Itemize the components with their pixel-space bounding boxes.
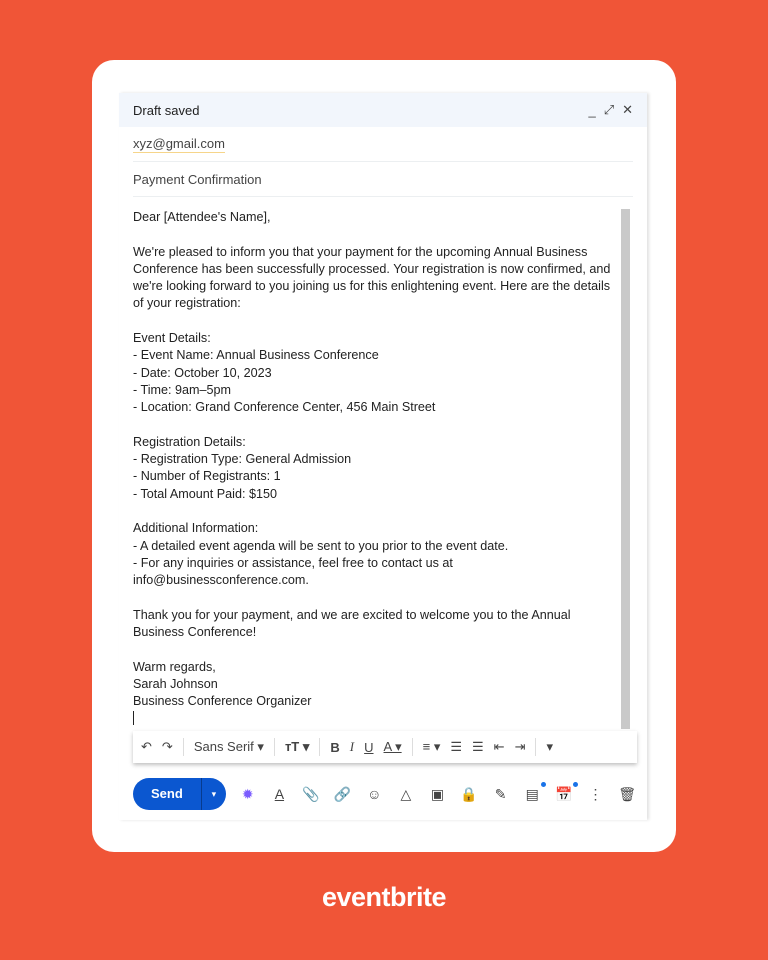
numbered-list-icon[interactable]: ☰	[450, 739, 463, 754]
expand-icon[interactable]: ⤢	[603, 102, 615, 117]
formatting-options-icon[interactable]: A	[274, 786, 285, 802]
send-button-group	[133, 778, 226, 810]
minimize-icon[interactable]: _	[588, 102, 596, 118]
indent-icon[interactable]: ⇥	[514, 739, 526, 754]
bold-icon[interactable]: B	[330, 739, 340, 755]
underline-icon[interactable]: U	[364, 739, 374, 755]
compose-header	[119, 93, 647, 127]
compose-window	[119, 93, 647, 820]
text-cursor	[133, 711, 134, 725]
emoji-icon[interactable]: ☺	[367, 786, 382, 802]
confidential-icon[interactable]: 🔒	[460, 785, 478, 802]
undo-icon[interactable]: ↶	[141, 739, 152, 754]
bulleted-list-icon[interactable]: ☰	[472, 739, 484, 754]
formatting-toolbar	[133, 731, 637, 763]
recipient-chip[interactable]: xyz@gmail.com	[133, 136, 225, 151]
closing-paragraph: Thank you for your payment, and we are excited to welcome you to the Annual Business Conference!	[133, 607, 571, 640]
to-field[interactable]	[133, 127, 633, 162]
intro-paragraph: We're pleased to inform you that your payment for the upcoming Annual Business Conference has been successfully processed. Your registration is now confirmed, and we're looking forward to you joining us for this enlightening event. Here are the details of your registration:	[133, 244, 611, 311]
send-button[interactable]: Send	[133, 778, 202, 810]
italic-icon[interactable]: I	[349, 739, 355, 754]
greeting: Dear [Attendee's Name],	[133, 210, 271, 224]
signature: Warm regards, Sarah Johnson Business Conference Organizer	[133, 659, 613, 730]
outdent-icon[interactable]: ⇤	[493, 739, 505, 754]
text-color-icon[interactable]: A ▾	[383, 739, 402, 754]
more-formatting-icon[interactable]: ▾	[546, 739, 554, 754]
scrollbar[interactable]	[621, 209, 630, 729]
event-details: Event Details: - Event Name: Annual Business Conference - Date: October 10, 2023 - Time: 9am–5pm - Location: Grand Conference Center, 456 Main Street	[133, 331, 436, 415]
eventbrite-logo: eventbrite	[321, 882, 447, 912]
discard-draft-icon[interactable]: 🗑	[618, 785, 637, 802]
layouts-icon[interactable]: ▤	[522, 786, 542, 803]
close-icon[interactable]: ✕	[622, 102, 633, 117]
additional-info: Additional Information: - A detailed event agenda will be sent to you prior to the event date. - For any inquiries or assistance, feel free to contact us at info@businessconference.com.	[133, 521, 509, 588]
drive-icon[interactable]: △	[400, 785, 412, 802]
subject-field[interactable]: Payment Confirmation	[133, 162, 633, 197]
signature-icon[interactable]: ✎	[494, 785, 507, 802]
link-icon[interactable]: 🔗	[333, 785, 352, 802]
action-bar	[133, 777, 637, 811]
schedule-send-dropdown[interactable]: ▾	[211, 789, 217, 799]
attach-icon[interactable]: 📎	[302, 785, 320, 802]
gemini-icon[interactable]: ✹	[241, 785, 254, 802]
font-size-icon[interactable]: тT ▾	[284, 739, 310, 754]
more-options-icon[interactable]: ⋮	[588, 785, 603, 802]
registration-details: Registration Details: - Registration Type: General Admission - Number of Registrants: 1 - Total Amount Paid: $150	[133, 434, 352, 501]
font-select[interactable]: Sans Serif ▾	[193, 739, 264, 754]
photo-icon[interactable]: ▣	[430, 785, 445, 802]
align-icon[interactable]: ≡ ▾	[422, 739, 441, 754]
draft-status: Draft saved	[133, 102, 200, 118]
calendar-icon[interactable]: 📅	[554, 786, 574, 803]
redo-icon[interactable]: ↷	[161, 739, 173, 754]
message-body[interactable]	[133, 209, 613, 730]
